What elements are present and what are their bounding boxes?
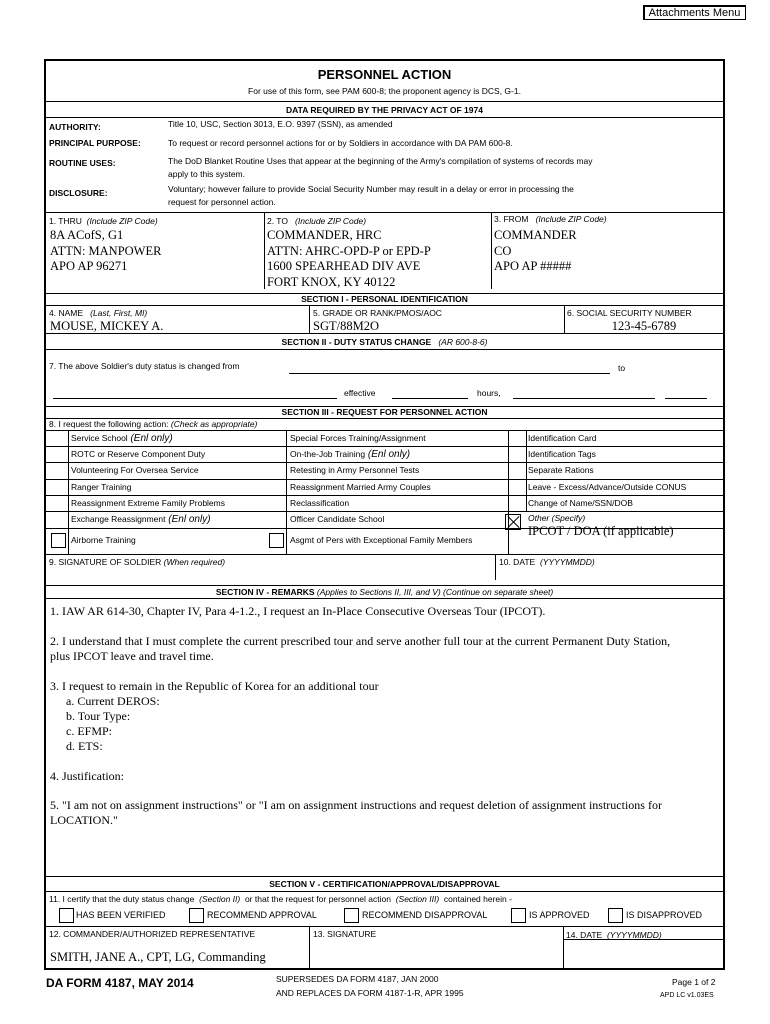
effective-date-field[interactable] xyxy=(392,398,468,399)
action-label: Officer Candidate School xyxy=(290,514,385,524)
routine-text-1: The DoD Blanket Routine Uses that appear at the beginning of the Army's compilation of systems of records may xyxy=(168,156,593,166)
grid-line xyxy=(46,511,723,512)
signature-label: 13. SIGNATURE xyxy=(313,929,377,939)
commander-value[interactable]: SMITH, JANE A., CPT, LG, Commanding xyxy=(50,950,266,964)
cert-option-checkbox[interactable] xyxy=(59,908,74,923)
action-label: Special Forces Training/Assignment xyxy=(290,433,426,443)
page-number: Page 1 of 2 xyxy=(672,977,716,987)
action-label: Asgmt of Pers with Exceptional Family Members xyxy=(290,535,473,545)
grid-line xyxy=(46,479,723,480)
action-checkbox[interactable] xyxy=(268,496,284,510)
hours-extra-field[interactable] xyxy=(665,398,707,399)
action-label: Reassignment Extreme Family Problems xyxy=(71,498,225,508)
other-value[interactable]: IPCOT / DOA (if applicable) xyxy=(528,524,674,538)
action-label: Separate Rations xyxy=(528,465,594,475)
action-label: Leave - Excess/Advance/Outside CONUS xyxy=(528,482,687,492)
grade-value[interactable]: SGT/88M2O xyxy=(313,319,379,333)
action-label: Reclassification xyxy=(290,498,350,508)
action-checkbox[interactable] xyxy=(50,431,66,445)
action-label: Volunteering For Oversea Service xyxy=(71,465,199,475)
other-label: Other (Specify) xyxy=(528,513,586,523)
form-id: DA FORM 4187, MAY 2014 xyxy=(46,976,194,990)
action-checkbox[interactable] xyxy=(268,431,284,445)
airborne-checkbox[interactable] xyxy=(51,533,66,548)
to-word: to xyxy=(618,363,626,373)
cert-option-checkbox[interactable] xyxy=(511,908,526,923)
cert-option-checkbox[interactable] xyxy=(344,908,359,923)
thru-label: 1. THRU (Include ZIP Code) xyxy=(49,216,158,226)
grid-line xyxy=(46,446,723,447)
action-label: Change of Name/SSN/DOB xyxy=(528,498,633,508)
purpose-label: PRINCIPAL PURPOSE: xyxy=(49,138,141,148)
action-label: Service School (Enl only) xyxy=(71,433,173,444)
action-label: Identification Card xyxy=(528,433,597,443)
form-title: PERSONNEL ACTION xyxy=(317,67,452,82)
section3-heading: SECTION III - REQUEST FOR PERSONNEL ACTION xyxy=(281,407,488,417)
attachments-menu-button[interactable]: Attachments Menu xyxy=(643,5,746,20)
action-checkbox[interactable] xyxy=(509,463,525,478)
hours-field[interactable] xyxy=(513,398,655,399)
action-label: Ranger Training xyxy=(71,482,132,492)
name-value[interactable]: MOUSE, MICKEY A. xyxy=(50,319,164,333)
action-label: ROTC or Reserve Component Duty xyxy=(71,449,206,459)
section4-heading: SECTION IV - REMARKS (Applies to Sections II, III, and V) (Continue on separate sheet) xyxy=(215,587,554,597)
action-checkbox[interactable] xyxy=(268,512,284,527)
soldier-date-label: 10. DATE (YYYYMMDD) xyxy=(499,557,595,567)
col3-box-divider xyxy=(526,430,527,512)
request-action-text: 8. I request the following action: (Check as appropriate) xyxy=(49,419,258,429)
to-label: 2. TO (Include ZIP Code) xyxy=(267,216,367,226)
authority-text: Title 10, USC, Section 3013, E.O. 9397 (SSN), as amended xyxy=(168,119,393,129)
to-address[interactable]: COMMANDER, HRC ATTN: AHRC-OPD-P or EPD-P 1600 SPEARHEAD DIV AVE FORT KNOX, KY 40122 xyxy=(267,228,431,289)
cert-option-label: IS APPROVED xyxy=(529,910,590,920)
action-checkbox[interactable] xyxy=(268,447,284,461)
cert-option-label: RECOMMEND DISAPPROVAL xyxy=(362,910,488,920)
action-label: Retesting in Army Personnel Tests xyxy=(290,465,420,475)
routine-label: ROUTINE USES: xyxy=(49,158,116,168)
action-checkbox[interactable] xyxy=(268,463,284,478)
grid-line xyxy=(46,430,723,431)
action-label: Exchange Reassignment (Enl only) xyxy=(71,514,211,525)
action-label: On-the-Job Training (Enl only) xyxy=(290,449,411,460)
action-checkbox[interactable] xyxy=(50,496,66,510)
action-label: Reassignment Married Army Couples xyxy=(290,482,431,492)
col1-box-divider xyxy=(68,430,69,554)
ssn-label: 6. SOCIAL SECURITY NUMBER xyxy=(567,308,692,318)
cert-option-checkbox[interactable] xyxy=(189,908,204,923)
routine-text-2: apply to this system. xyxy=(168,169,246,179)
from-label: 3. FROM (Include ZIP Code) xyxy=(494,214,607,224)
form-version: APD LC v1.03ES xyxy=(660,992,714,999)
from-address[interactable]: COMMANDER CO APO AP ##### xyxy=(494,228,577,273)
action-checkbox[interactable] xyxy=(50,463,66,478)
certify-text: 11. I certify that the duty status change (Section II) or that the request for personnel action (Section III) contained herein - xyxy=(49,894,512,904)
disclosure-text-2: request for personnel action. xyxy=(168,197,276,207)
duty-status-from-field[interactable] xyxy=(289,373,610,374)
asgmt-efm-checkbox[interactable] xyxy=(269,533,284,548)
hours-word: hours, xyxy=(477,388,501,398)
cert-option-label: IS DISAPPROVED xyxy=(626,910,703,920)
section2-heading: SECTION II - DUTY STATUS CHANGE (AR 600-8-6) xyxy=(281,337,488,347)
cert-option-label: RECOMMEND APPROVAL xyxy=(207,910,317,920)
commander-label: 12. COMMANDER/AUTHORIZED REPRESENTATIVE xyxy=(49,929,256,939)
col2-left-divider xyxy=(286,430,287,554)
soldier-signature-label: 9. SIGNATURE OF SOLDIER (When required) xyxy=(49,557,226,567)
action-label: Identification Tags xyxy=(528,449,596,459)
disclosure-label: DISCLOSURE: xyxy=(49,188,108,198)
action-checkbox[interactable] xyxy=(509,496,525,510)
date-label: 14. DATE (YYYYMMDD) xyxy=(566,930,662,940)
action-checkbox[interactable] xyxy=(509,431,525,445)
form-subtitle: For use of this form, see PAM 600-8; the proponent agency is DCS, G-1. xyxy=(248,86,521,96)
section1-heading: SECTION I - PERSONAL IDENTIFICATION xyxy=(301,294,468,304)
action-label: Airborne Training xyxy=(71,535,136,545)
action-checkbox[interactable] xyxy=(268,480,284,494)
grid-line xyxy=(46,462,723,463)
ssn-value[interactable]: 123-45-6789 xyxy=(611,319,677,333)
cert-option-checkbox[interactable] xyxy=(608,908,623,923)
thru-address[interactable]: 8A ACofS, G1 ATTN: MANPOWER APO AP 96271 xyxy=(50,228,162,273)
action-checkbox[interactable] xyxy=(509,447,525,461)
action-checkbox[interactable] xyxy=(50,512,66,527)
disclosure-text-1: Voluntary; however failure to provide Social Security Number may result in a delay or error in processing the xyxy=(168,184,574,194)
grid-line xyxy=(46,495,723,496)
action-checkbox[interactable] xyxy=(509,480,525,494)
purpose-text: To request or record personnel actions for or by Soldiers in accordance with DA PAM 600-8. xyxy=(168,138,513,148)
duty-status-to-field[interactable] xyxy=(53,398,337,399)
supersedes-1: SUPERSEDES DA FORM 4187, JAN 2000 xyxy=(276,974,439,984)
supersedes-2: AND REPLACES DA FORM 4187-1-R, APR 1995 xyxy=(276,988,464,998)
action-checkbox[interactable] xyxy=(50,447,66,461)
action-checkbox[interactable] xyxy=(50,480,66,494)
privacy-heading: DATA REQUIRED BY THE PRIVACY ACT OF 1974 xyxy=(286,105,483,115)
cert-option-label: HAS BEEN VERIFIED xyxy=(76,910,166,920)
section5-heading: SECTION V - CERTIFICATION/APPROVAL/DISAPPROVAL xyxy=(269,879,500,889)
personnel-action-form: PERSONNEL ACTION For use of this form, see PAM 600-8; the proponent agency is DCS, G-1. DATA REQUIRED BY THE PRIVACY ACT OF 1974 AUTHORITY: Title 10, USC, Section 3013, E.O. 9397 (SSN), as amended PRINCIPAL PURPOSE: To request or record personnel actions for or by Soldiers in accordance with DA PAM 600-8. ROUTINE USES: The DoD Blanket Routine Uses that appear at the beginning of the Army's compilation of systems of records may apply to this system. DISCLOSURE: Voluntary; however failure to provide Social Security Number may result in a delay or error in processing the request for personnel action. 1. THRU (Include ZIP Code) 8A ACofS, G1 ATTN: MANPOWER APO AP 96271 2. TO (Include ZIP Code) COMMANDER, HRC ATTN: AHRC-OPD-P or EPD-P 1600 SPEARHEAD DIV AVE FORT KNOX, KY 40122 3. FROM (Include ZIP Code) COMMANDER CO APO AP ##### SECTION I - PERSONAL IDENTIFICATION 4. NAME (Last, First, MI) MOUSE, MICKEY A. 5. GRADE OR RANK/PMOS/AOC SGT/88M2O 6. SOCIAL SECURITY NUMBER 123-45-6789 SECTION II - DUTY STATUS CHANGE (AR 600-8-6) 7. The above Soldier's duty status is changed from to effective hours, SECTION III - REQUEST FOR PERSONNEL ACTION 8. I request the following action: (Check as appropriate) Service School (Enl only) ROTC or Reserve Component Duty Volunteering For Oversea Service Ranger Training Reassignment Extreme Family Problems Exchange Reassignment (Enl only) Airborne Training Special Forces Training/Assignment On-the-Job Training (Enl only) Retesting in Army Personnel Tests Reassignment Married Army Couples Reclassification Officer Candidate School Asgmt of Pers with Exceptional Family Members Identification Card Identification Tags Separate Rations Leave - Excess/Advance/Outside CONUS Change of Name/SSN/DOB Other (Specify) IPCOT / DOA (if applicable) 9. SIGNATURE OF SOLDIER (When required) 10. DATE (YYYYMMDD) SECTION IV - REMARKS (Applies to Sections II, III, and V) (Continue on separate sheet) 1. IAW AR 614-30, Chapter IV, Para 4-1.2., I request an In-Place Consecutive Overseas Tour (IPCOT). 2. I understand that I must complete the current prescribed tour and serve another full tour at the current Permanent Duty Station, plus IPCOT leave and travel time. 3. I request to remain in the Republic of Korea for an additional tour a. Current DEROS: b. Tour Type: c. EFMP: d. ETS: 4. Justification: 5. "I am not on assignment instructions" or "I am on assignment instructions and request deletion of assignment instructions for LOCATION." SECTION V - CERTIFICATION/APPROVAL/DISAPPROVAL 11. I certify that the duty status change (Section II) or that the request for personnel action (Section III) contained herein - HAS BEEN VERIFIED RECOMMEND APPROVAL RECOMMEND DISAPPROVAL IS APPROVED IS DISAPPROVED 12. COMMANDER/AUTHORIZED REPRESENTATIVE SMITH, JANE A., CPT, LG, Commanding 13. SIGNATURE 14. DATE (YYYYMMDD) xyxy=(44,59,725,970)
other-checkbox-checked[interactable] xyxy=(505,514,521,530)
authority-label: AUTHORITY: xyxy=(49,122,101,132)
effective-word: effective xyxy=(344,388,376,398)
duty-status-text: 7. The above Soldier's duty status is changed from xyxy=(49,361,240,371)
name-label: 4. NAME (Last, First, MI) xyxy=(49,308,148,318)
grade-label: 5. GRADE OR RANK/PMOS/AOC xyxy=(313,308,442,318)
